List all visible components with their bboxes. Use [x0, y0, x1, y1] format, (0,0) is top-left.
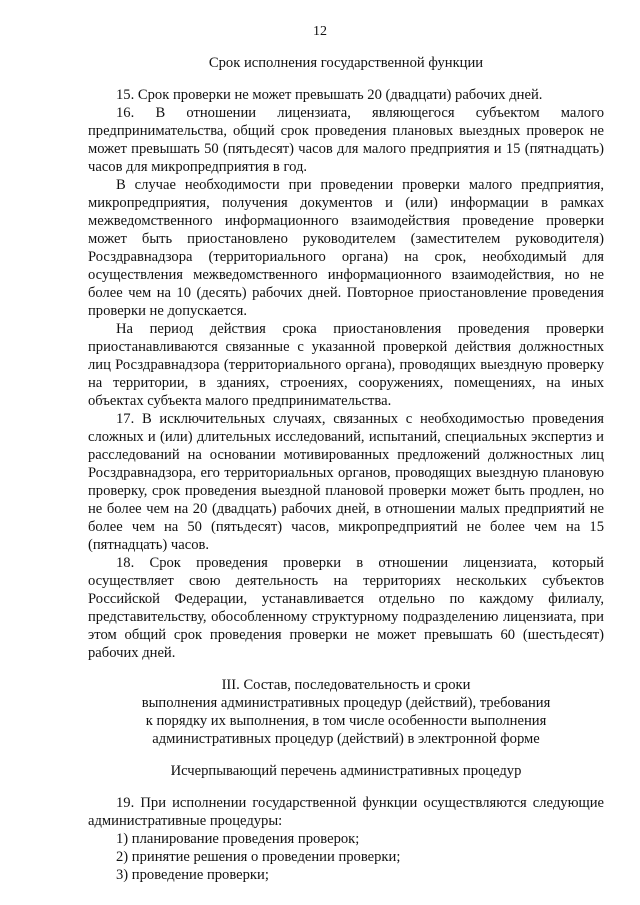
list-item: 1) планирование проведения проверок; — [116, 831, 360, 847]
paragraph-suspension: В случае необходимости при проведении проверки малого предприятия, микропредприятия, получения документов и (или) информации в рамках межведомственного информационного взаимодействия проведение проверки может быть приостановлено руководителем (заместителем руководителя) Росздравнадзора (территориального органа) на срок, необходимый для осуществления межведомственного информационного взаимодействия, но не более чем на 10 (десять) рабочих дней. Повторное приостановление проведения проверки не допускается. — [88, 177, 604, 319]
paragraph-15: 15. Срок проверки не может превышать 20 (двадцати) рабочих дней. — [116, 87, 543, 103]
list-item: 3) проведение проверки; — [116, 867, 269, 883]
paragraph-17: 17. В исключительных случаях, связанных с необходимостью проведения сложных и (или) длительных исследований, испытаний, специальных экспертиз и расследований на основании мотивированных предложений должностных лиц Росздравнадзора, его территориальных органов, проводящих выездную плановую проверку, срок проведения выездной плановой проверки может быть продлен, но не более чем на 20 (двадцать) рабочих дней, в отношении малых предприятий не более чем на 50 (пятьдесят) часов, микропредприятий не более чем на 15 (пятнадцать) часов. — [88, 411, 604, 553]
section-title-line: административных процедур (действий) в электронной форме — [152, 731, 540, 747]
page-number: 12 — [313, 24, 327, 39]
paragraph-16: 16. В отношении лицензиата, являющегося субъектом малого предпринимательства, общий срок проведения плановых выездных проверок не может превышать 50 (пятьдесят) часов для малого предприятия и 15 (пятнадцать) часов для микропредприятия в год. — [88, 105, 604, 175]
subheading-procedures: Исчерпывающий перечень административных процедур — [170, 763, 522, 779]
list-item: 2) принятие решения о проведении проверки; — [116, 849, 401, 865]
section-heading-term: Срок исполнения государственной функции — [208, 55, 484, 71]
document-body — [88, 54, 604, 884]
paragraph-suspension-period: На период действия срока приостановления проведения проверки приостанавливаются связанные с указанной проверкой действия должностных лиц Росздравнадзора (территориального органа), проводящих выездную проверку на территории, в зданиях, строениях, сооружениях, помещениях, на иных объектах субъекта малого предпринимательства. — [88, 321, 604, 409]
section-title-line: выполнения административных процедур (действий), требования — [141, 695, 551, 711]
section-iii-title — [88, 676, 604, 748]
paragraph-19: 19. При исполнении государственной функции осуществляются следующие административные процедуры: — [88, 795, 604, 829]
section-title-line: к порядку их выполнения, в том числе особенности выполнения — [145, 713, 547, 729]
section-title-line: III. Состав, последовательность и сроки — [221, 677, 471, 693]
paragraph-18: 18. Срок проведения проверки в отношении лицензиата, который осуществляет свою деятельность на территориях нескольких субъектов Российской Федерации, устанавливается отдельно по каждому филиалу, представительству, обособленному структурному подразделению лицензиата, при этом общий срок проведения проверки не может превышать 60 (шестьдесят) рабочих дней. — [88, 555, 604, 661]
